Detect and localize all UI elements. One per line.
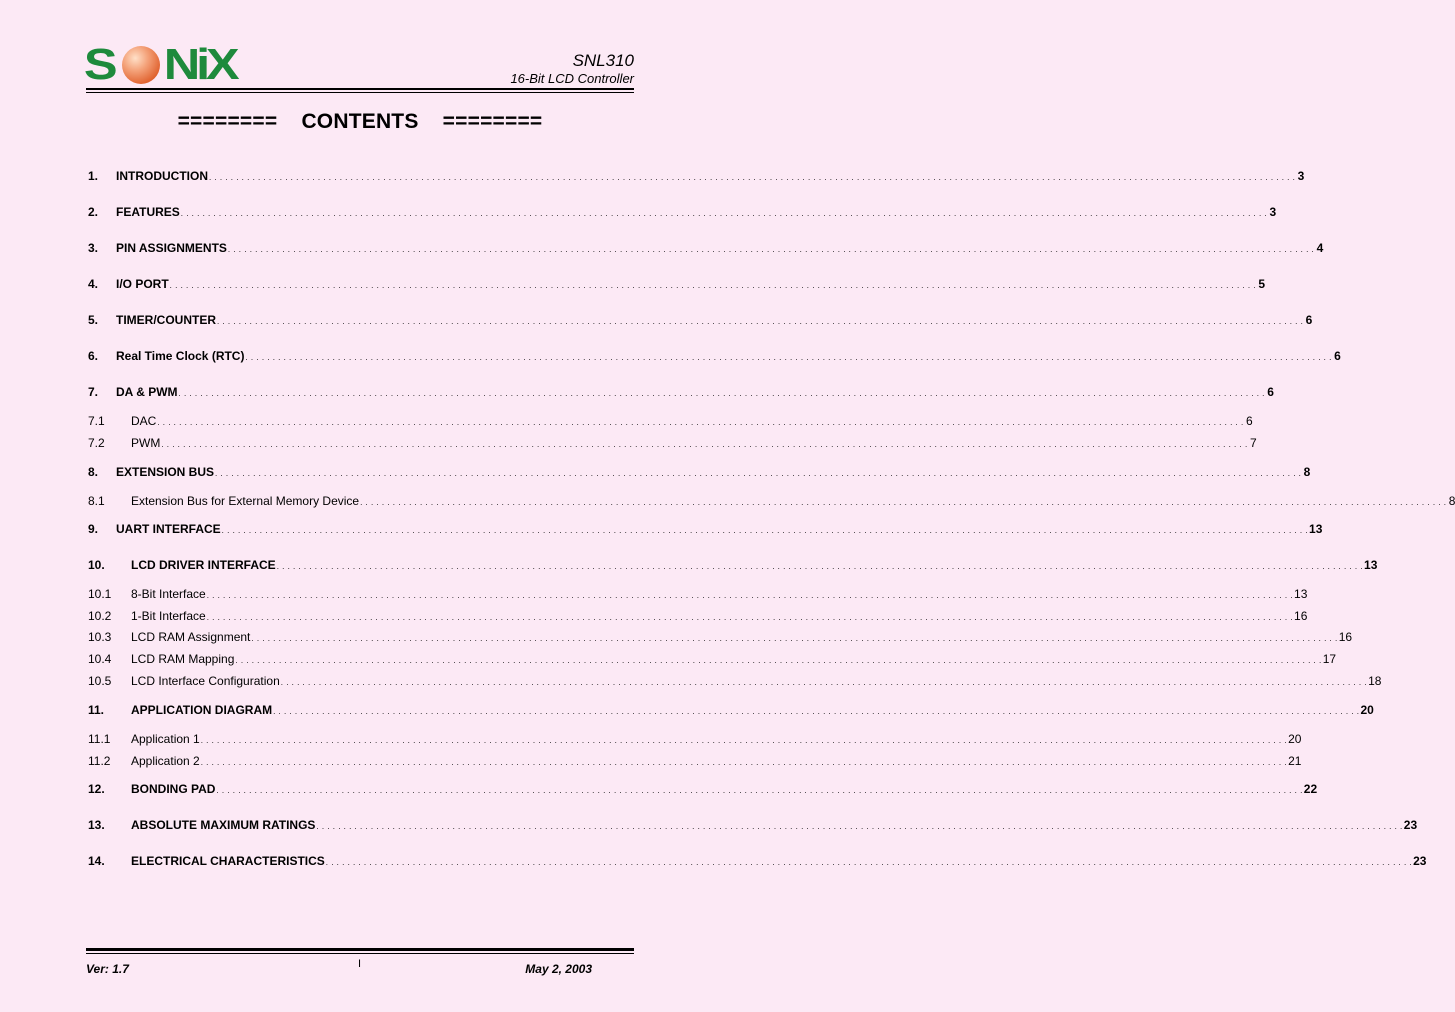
toc-leader-dots: . . . . . . . . . . . . . . . . . . . . . . . . . . . . . . . . . . . . . . . . . . . . . . . . . . . . . . . . . . . . . . . . . . . . . . . . . . . . . . . . . . . . . . . . . . . . . . . . . . . . . . . . . . . . . . . . . . . . . . . . . . . . . . . . . . . . . . . . . . . . . . . . . . . . . . . . . . . . . . . . . . . . . . . . . . . . . . . . . . . . . . . . . . . . . . . . . . . . . . . . <box>251 634 1338 643</box>
toc-entry[interactable] <box>88 673 1382 691</box>
product-subtitle: 16-Bit LCD Controller <box>510 71 634 86</box>
toc-leader-dots: . . . . . . . . . . . . . . . . . . . . . . . . . . . . . . . . . . . . . . . . . . . . . . . . . . . . . . . . . . . . . . . . . . . . . . . . . . . . . . . . . . . . . . . . . . . . . . . . . . . . . . . . . . . . . . . . . . . . . . . . . . . . . . . . . . . . . . . . . . . . . . . . . . . . . . . . . . . . . . . . . . . . . . . . . . . . . . . . . . . . . . . . . . . . . . . . . . . . . . . . <box>235 656 1322 665</box>
toc-leader-dots: . . . . . . . . . . . . . . . . . . . . . . . . . . . . . . . . . . . . . . . . . . . . . . . . . . . . . . . . . . . . . . . . . . . . . . . . . . . . . . . . . . . . . . . . . . . . . . . . . . . . . . . . . . . . . . . . . . . . . . . . . . . . . . . . . . . . . . . . . . . . . . . . . . . . . . . . . . . . . . . . . . . . . . . . . . . . . . . . . . . . . . . . . . . . . . . . . . . . . . . . <box>169 281 1257 290</box>
toc-entry-label: 1-Bit Interface <box>131 609 206 623</box>
toc-entry-label: Application 1 <box>131 732 200 746</box>
toc-leader-dots: . . . . . . . . . . . . . . . . . . . . . . . . . . . . . . . . . . . . . . . . . . . . . . . . . . . . . . . . . . . . . . . . . . . . . . . . . . . . . . . . . . . . . . . . . . . . . . . . . . . . . . . . . . . . . . . . . . . . . . . . . . . . . . . . . . . . . . . . . . . . . . . . . . . . . . . . . . . . . . . . . . . . . . . . . . . . . . . . . . . . . . . . . . . . . . . . . . . . . . . . <box>325 858 1413 867</box>
toc-entry-label: EXTENSION BUS <box>116 465 215 479</box>
toc-entry-page: 21 <box>1288 754 1302 768</box>
toc-entry[interactable] <box>88 586 1308 604</box>
toc-entry-label: FEATURES <box>116 205 180 219</box>
toc-entry[interactable] <box>88 651 1337 669</box>
toc-leader-dots: . . . . . . . . . . . . . . . . . . . . . . . . . . . . . . . . . . . . . . . . . . . . . . . . . . . . . . . . . . . . . . . . . . . . . . . . . . . . . . . . . . . . . . . . . . . . . . . . . . . . . . . . . . . . . . . . . . . . . . . . . . . . . . . . . . . . . . . . . . . . . . . . . . . . . . . . . . . . . . . . . . . . . . . . . . . . . . . . . . . . . . . . . . . . . . . . . . . . . . . . <box>245 353 1332 362</box>
toc-entry-page: 20 <box>1288 732 1302 746</box>
logo-letter-n: N <box>164 40 200 89</box>
toc-leader-dots: . . . . . . . . . . . . . . . . . . . . . . . . . . . . . . . . . . . . . . . . . . . . . . . . . . . . . . . . . . . . . . . . . . . . . . . . . . . . . . . . . . . . . . . . . . . . . . . . . . . . . . . . . . . . . . . . . . . . . . . . . . . . . . . . . . . . . . . . . . . . . . . . . . . . . . . . . . . . . . . . . . . . . . . . . . . . . . . . . . . . . . . . . . . . . . . . . . . . . . . . <box>178 389 1265 398</box>
toc-entry-number: 6. <box>88 349 99 363</box>
toc-entry-number: 10.5 <box>88 674 112 688</box>
toc-entry-label: ELECTRICAL CHARACTERISTICS <box>131 854 325 868</box>
toc-entry-number: 12. <box>88 782 105 796</box>
header-info <box>510 51 634 87</box>
toc-entry-page: 6 <box>1305 313 1313 327</box>
toc-entry[interactable] <box>88 464 1311 482</box>
toc-entry-label: LCD Interface Configuration <box>131 674 280 688</box>
toc-entry-page: 4 <box>1316 241 1324 255</box>
toc-leader-dots: . . . . . . . . . . . . . . . . . . . . . . . . . . . . . . . . . . . . . . . . . . . . . . . . . . . . . . . . . . . . . . . . . . . . . . . . . . . . . . . . . . . . . . . . . . . . . . . . . . . . . . . . . . . . . . . . . . . . . . . . . . . . . . . . . . . . . . . . . . . . . . . . . . . . . . . . . . . . . . . . . . . . . . . . . . . . . . . . . . . . . . . . . . . . . . . . . . . . . . . . <box>316 822 1403 831</box>
toc-leader-dots: . . . . . . . . . . . . . . . . . . . . . . . . . . . . . . . . . . . . . . . . . . . . . . . . . . . . . . . . . . . . . . . . . . . . . . . . . . . . . . . . . . . . . . . . . . . . . . . . . . . . . . . . . . . . . . . . . . . . . . . . . . . . . . . . . . . . . . . . . . . . . . . . . . . . . . . . . . . . . . . . . . . . . . . . . . . . . . . . . . . . . . . . . . . . . . . . . . . . . . . . <box>209 173 1296 182</box>
toc-leader-dots: . . . . . . . . . . . . . . . . . . . . . . . . . . . . . . . . . . . . . . . . . . . . . . . . . . . . . . . . . . . . . . . . . . . . . . . . . . . . . . . . . . . . . . . . . . . . . . . . . . . . . . . . . . . . . . . . . . . . . . . . . . . . . . . . . . . . . . . . . . . . . . . . . . . . . . . . . . . . . . . . . . . . . . . . . . . . . . . . . . . . . . . . . . . . . . . . . . . . . . . . <box>216 786 1303 795</box>
toc-leader-dots: . . . . . . . . . . . . . . . . . . . . . . . . . . . . . . . . . . . . . . . . . . . . . . . . . . . . . . . . . . . . . . . . . . . . . . . . . . . . . . . . . . . . . . . . . . . . . . . . . . . . . . . . . . . . . . . . . . . . . . . . . . . . . . . . . . . . . . . . . . . . . . . . . . . . . . . . . . . . . . . . . . . . . . . . . . . . . . . . . . . . . . . . . . . . . . . . . . . . . . . . <box>200 758 1288 767</box>
toc-entry-number: 3. <box>88 241 99 255</box>
sonix-logo <box>83 40 239 89</box>
toc-leader-dots: . . . . . . . . . . . . . . . . . . . . . . . . . . . . . . . . . . . . . . . . . . . . . . . . . . . . . . . . . . . . . . . . . . . . . . . . . . . . . . . . . . . . . . . . . . . . . . . . . . . . . . . . . . . . . . . . . . . . . . . . . . . . . . . . . . . . . . . . . . . . . . . . . . . . . . . . . . . . . . . . . . . . . . . . . . . . . . . . . . . . . . . . . . . . . . . . . . . . . . . . <box>227 245 1315 254</box>
toc-entry-number: 11.1 <box>88 732 111 746</box>
toc-entry[interactable] <box>88 608 1308 626</box>
logo-letter-i: i <box>196 40 210 89</box>
toc-entry[interactable] <box>88 853 1427 871</box>
toc-entry-page: 23 <box>1403 818 1418 832</box>
toc-leader-dots: . . . . . . . . . . . . . . . . . . . . . . . . . . . . . . . . . . . . . . . . . . . . . . . . . . . . . . . . . . . . . . . . . . . . . . . . . . . . . . . . . . . . . . . . . . . . . . . . . . . . . . . . . . . . . . . . . . . . . . . . . . . . . . . . . . . . . . . . . . . . . . . . . . . . . . . . . . . . . . . . . . . . . . . . . . . . . . . . . . . . . . . . . . . . . . . . . . . . . . . . <box>200 736 1288 745</box>
toc-entry-number: 5. <box>88 313 99 327</box>
toc-entry-page: 6 <box>1267 385 1274 399</box>
toc-entry-label: ABSOLUTE MAXIMUM RATINGS <box>131 818 316 832</box>
toc-leader-dots: . . . . . . . . . . . . . . . . . . . . . . . . . . . . . . . . . . . . . . . . . . . . . . . . . . . . . . . . . . . . . . . . . . . . . . . . . . . . . . . . . . . . . . . . . . . . . . . . . . . . . . . . . . . . . . . . . . . . . . . . . . . . . . . . . . . . . . . . . . . . . . . . . . . . . . . . . . . . . . . . . . . . . . . . . . . . . . . . . . . . . . . . . . . . . . . . . . . . . . . . <box>221 526 1309 535</box>
toc-entry-number: 14. <box>88 854 105 868</box>
toc-entry-label: UART INTERFACE <box>116 522 221 536</box>
toc-entry-number: 9. <box>88 522 99 536</box>
toc-entry-number: 10.4 <box>88 652 112 666</box>
toc-entry-label: I/O PORT <box>116 277 169 291</box>
toc-entry-page: 22 <box>1303 782 1318 796</box>
toc-entry-page: 17 <box>1322 652 1337 666</box>
toc-entry[interactable] <box>88 629 1353 647</box>
toc-entry-page: 13 <box>1309 522 1323 536</box>
toc-entry-label: Real Time Clock (RTC) <box>116 349 245 363</box>
toc-leader-dots: . . . . . . . . . . . . . . . . . . . . . . . . . . . . . . . . . . . . . . . . . . . . . . . . . . . . . . . . . . . . . . . . . . . . . . . . . . . . . . . . . . . . . . . . . . . . . . . . . . . . . . . . . . . . . . . . . . . . . . . . . . . . . . . . . . . . . . . . . . . . . . . . . . . . . . . . . . . . . . . . . . . . . . . . . . . . . . . . . . . . . . . . . . . . . . . . . . . . . . . . <box>360 498 1447 507</box>
toc-entry-number: 11.2 <box>88 754 111 768</box>
toc-entry-label: 8-Bit Interface <box>131 587 206 601</box>
toc-entry-page: 20 <box>1360 703 1374 717</box>
toc-entry-label: Application 2 <box>131 754 200 768</box>
toc-entry-page: 16 <box>1338 630 1353 644</box>
page-number: I <box>358 958 362 970</box>
toc-entry[interactable] <box>88 348 1341 366</box>
toc-entry-number: 4. <box>88 277 99 291</box>
toc-entry-number: 10.1 <box>88 587 112 601</box>
toc-entry-page: 13 <box>1294 587 1308 601</box>
toc-entry[interactable] <box>88 276 1266 294</box>
toc-entry[interactable] <box>88 240 1324 258</box>
toc-entry-number: 8.1 <box>88 494 105 508</box>
toc-leader-dots: . . . . . . . . . . . . . . . . . . . . . . . . . . . . . . . . . . . . . . . . . . . . . . . . . . . . . . . . . . . . . . . . . . . . . . . . . . . . . . . . . . . . . . . . . . . . . . . . . . . . . . . . . . . . . . . . . . . . . . . . . . . . . . . . . . . . . . . . . . . . . . . . . . . . . . . . . . . . . . . . . . . . . . . . . . . . . . . . . . . . . . . . . . . . . . . . . . . . . . . . <box>206 613 1294 622</box>
toc-entry-label: LCD RAM Mapping <box>131 652 235 666</box>
toc-entry[interactable] <box>88 731 1302 749</box>
toc-leader-dots: . . . . . . . . . . . . . . . . . . . . . . . . . . . . . . . . . . . . . . . . . . . . . . . . . . . . . . . . . . . . . . . . . . . . . . . . . . . . . . . . . . . . . . . . . . . . . . . . . . . . . . . . . . . . . . . . . . . . . . . . . . . . . . . . . . . . . . . . . . . . . . . . . . . . . . . . . . . . . . . . . . . . . . . . . . . . . . . . . . . . . . . . . . . . . . . . . . . . . . . . <box>215 469 1302 478</box>
toc-entry[interactable] <box>88 384 1274 402</box>
toc-entry-page: 18 <box>1368 674 1382 688</box>
toc-leader-dots: . . . . . . . . . . . . . . . . . . . . . . . . . . . . . . . . . . . . . . . . . . . . . . . . . . . . . . . . . . . . . . . . . . . . . . . . . . . . . . . . . . . . . . . . . . . . . . . . . . . . . . . . . . . . . . . . . . . . . . . . . . . . . . . . . . . . . . . . . . . . . . . . . . . . . . . . . . . . . . . . . . . . . . . . . . . . . . . . . . . . . . . . . . . . . . . . . . . . . . . . <box>276 562 1364 571</box>
toc-entry[interactable] <box>88 493 1455 511</box>
toc-entry[interactable] <box>88 168 1305 186</box>
toc-entry-number: 10.2 <box>88 609 112 623</box>
toc-entry-page: 6 <box>1334 349 1341 363</box>
toc-entry-page: 16 <box>1294 609 1308 623</box>
toc-entry[interactable] <box>88 781 1318 799</box>
toc-entry[interactable] <box>88 312 1313 330</box>
toc-leader-dots: . . . . . . . . . . . . . . . . . . . . . . . . . . . . . . . . . . . . . . . . . . . . . . . . . . . . . . . . . . . . . . . . . . . . . . . . . . . . . . . . . . . . . . . . . . . . . . . . . . . . . . . . . . . . . . . . . . . . . . . . . . . . . . . . . . . . . . . . . . . . . . . . . . . . . . . . . . . . . . . . . . . . . . . . . . . . . . . . . . . . . . . . . . . . . . . . . . . . . . . . <box>217 317 1304 326</box>
toc-entry-label: PWM <box>131 436 161 450</box>
toc-leader-dots: . . . . . . . . . . . . . . . . . . . . . . . . . . . . . . . . . . . . . . . . . . . . . . . . . . . . . . . . . . . . . . . . . . . . . . . . . . . . . . . . . . . . . . . . . . . . . . . . . . . . . . . . . . . . . . . . . . . . . . . . . . . . . . . . . . . . . . . . . . . . . . . . . . . . . . . . . . . . . . . . . . . . . . . . . . . . . . . . . . . . . . . . . . . . . . . . . . . . . . . . <box>273 707 1360 716</box>
toc-entry-number: 7.1 <box>88 414 105 428</box>
toc-leader-dots: . . . . . . . . . . . . . . . . . . . . . . . . . . . . . . . . . . . . . . . . . . . . . . . . . . . . . . . . . . . . . . . . . . . . . . . . . . . . . . . . . . . . . . . . . . . . . . . . . . . . . . . . . . . . . . . . . . . . . . . . . . . . . . . . . . . . . . . . . . . . . . . . . . . . . . . . . . . . . . . . . . . . . . . . . . . . . . . . . . . . . . . . . . . . . . . . . . . . . . . . <box>206 591 1294 600</box>
toc-entry-number: 11. <box>88 703 105 717</box>
toc-entry-page: 8 <box>1303 465 1311 479</box>
toc-entry-page: 5 <box>1258 277 1266 291</box>
toc-entry-number: 13. <box>88 818 105 832</box>
toc-entry-number: 7. <box>88 385 99 399</box>
toc-entry-number: 8. <box>88 465 99 479</box>
page-title: ======== CONTENTS ======== <box>177 110 543 133</box>
toc-entry-page: 8 <box>1448 494 1455 508</box>
toc-entry-page: 23 <box>1413 854 1427 868</box>
toc-entry-number: 1. <box>88 169 99 183</box>
toc-entry-label: LCD RAM Assignment <box>131 630 251 644</box>
toc-leader-dots: . . . . . . . . . . . . . . . . . . . . . . . . . . . . . . . . . . . . . . . . . . . . . . . . . . . . . . . . . . . . . . . . . . . . . . . . . . . . . . . . . . . . . . . . . . . . . . . . . . . . . . . . . . . . . . . . . . . . . . . . . . . . . . . . . . . . . . . . . . . . . . . . . . . . . . . . . . . . . . . . . . . . . . . . . . . . . . . . . . . . . . . . . . . . . . . . . . . . . . . . <box>280 678 1368 687</box>
footer-rule <box>86 948 634 954</box>
toc-entry-label: LCD DRIVER INTERFACE <box>131 558 276 572</box>
toc-entry-number: 7.2 <box>88 436 105 450</box>
toc-entry-page: 6 <box>1246 414 1253 428</box>
toc-entry-label: DAC <box>131 414 157 428</box>
toc-entry-number: 10. <box>88 558 105 572</box>
version-label: Ver: 1.7 <box>86 962 129 976</box>
toc-entry-page: 3 <box>1269 205 1277 219</box>
toc-entry[interactable] <box>88 557 1378 575</box>
toc-entry[interactable] <box>88 702 1374 720</box>
toc-entry-label: PIN ASSIGNMENTS <box>116 241 227 255</box>
logo-letter-s: S <box>83 40 117 89</box>
toc-entry-label: INTRODUCTION <box>116 169 208 183</box>
date-label: May 2, 2003 <box>525 962 592 976</box>
toc-entry-page: 13 <box>1364 558 1378 572</box>
toc-entry[interactable] <box>88 204 1277 222</box>
toc-entry-number: 10.3 <box>88 630 112 644</box>
logo-o-ball <box>122 46 160 84</box>
header-rule <box>86 88 634 93</box>
toc-leader-dots: . . . . . . . . . . . . . . . . . . . . . . . . . . . . . . . . . . . . . . . . . . . . . . . . . . . . . . . . . . . . . . . . . . . . . . . . . . . . . . . . . . . . . . . . . . . . . . . . . . . . . . . . . . . . . . . . . . . . . . . . . . . . . . . . . . . . . . . . . . . . . . . . . . . . . . . . . . . . . . . . . . . . . . . . . . . . . . . . . . . . . . . . . . . . . . . . . . . . . . . . <box>157 418 1244 427</box>
toc-entry[interactable] <box>88 521 1323 539</box>
toc-entry[interactable] <box>88 435 1257 453</box>
toc-entry[interactable] <box>88 413 1253 431</box>
model-number: SNL310 <box>572 51 634 70</box>
toc-entry-page: 7 <box>1249 436 1257 450</box>
toc-leader-dots: . . . . . . . . . . . . . . . . . . . . . . . . . . . . . . . . . . . . . . . . . . . . . . . . . . . . . . . . . . . . . . . . . . . . . . . . . . . . . . . . . . . . . . . . . . . . . . . . . . . . . . . . . . . . . . . . . . . . . . . . . . . . . . . . . . . . . . . . . . . . . . . . . . . . . . . . . . . . . . . . . . . . . . . . . . . . . . . . . . . . . . . . . . . . . . . . . . . . . . . . <box>180 209 1268 218</box>
toc-entry-label: TIMER/COUNTER <box>116 313 216 327</box>
toc-leader-dots: . . . . . . . . . . . . . . . . . . . . . . . . . . . . . . . . . . . . . . . . . . . . . . . . . . . . . . . . . . . . . . . . . . . . . . . . . . . . . . . . . . . . . . . . . . . . . . . . . . . . . . . . . . . . . . . . . . . . . . . . . . . . . . . . . . . . . . . . . . . . . . . . . . . . . . . . . . . . . . . . . . . . . . . . . . . . . . . . . . . . . . . . . . . . . . . . . . . . . . . . <box>161 440 1248 449</box>
toc-entry[interactable] <box>88 753 1302 771</box>
toc-entry[interactable] <box>88 817 1418 835</box>
toc-entry-label: Extension Bus for External Memory Device <box>131 494 360 508</box>
toc-entry-label: BONDING PAD <box>131 782 216 796</box>
toc-entry-label: DA & PWM <box>116 385 178 399</box>
toc-entry-label: APPLICATION DIAGRAM <box>131 703 273 717</box>
logo-letter-x: X <box>206 40 239 89</box>
toc-entry-number: 2. <box>88 205 99 219</box>
toc-entry-page: 3 <box>1297 169 1305 183</box>
